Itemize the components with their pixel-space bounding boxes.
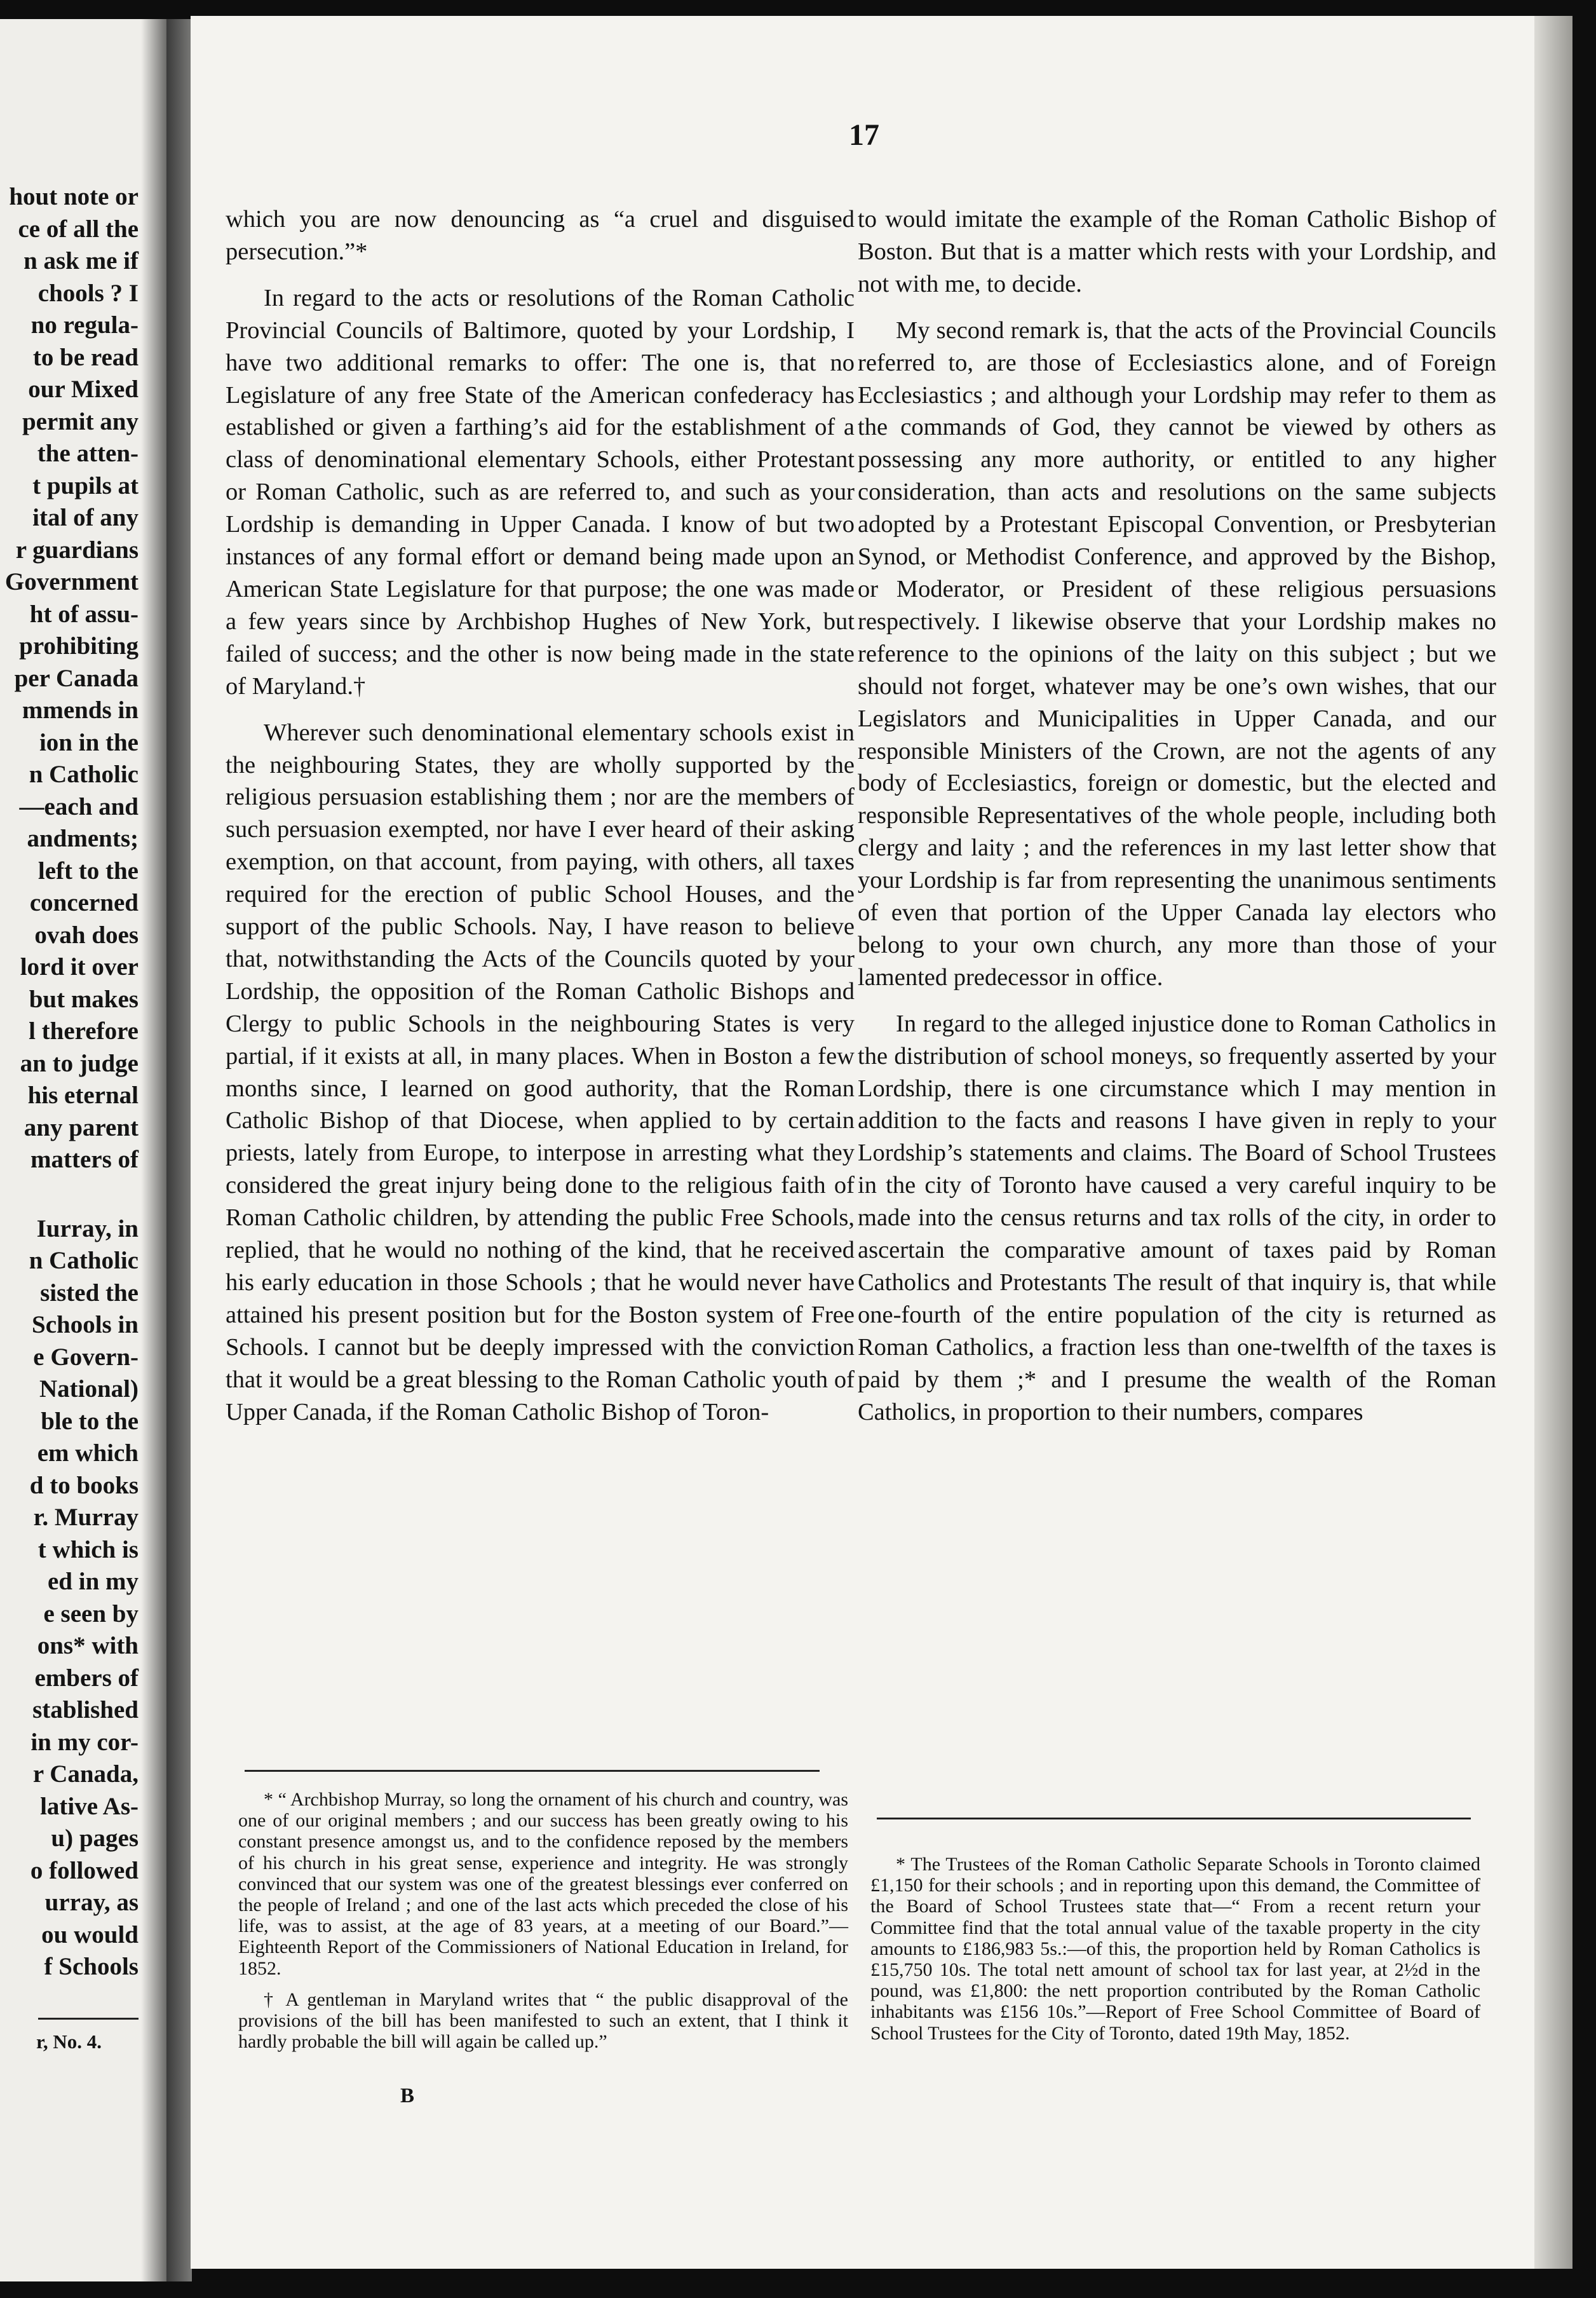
- page-edge: [1534, 16, 1572, 2269]
- signature-mark: B: [400, 2084, 415, 2107]
- facing-line: ion in the: [39, 728, 139, 756]
- facing-line: d to books: [29, 1471, 139, 1499]
- footnote: † A gentleman in Maryland writes that “ the public disapproval of the provisions of the bill has been manifested to such an extent, that I think it hardly probable the bill will again be called up.”: [238, 1989, 848, 2053]
- facing-line: ou would: [41, 1921, 139, 1948]
- facing-line: to be read: [32, 343, 139, 371]
- facing-line: ons* with: [37, 1632, 139, 1659]
- left-column: [226, 203, 855, 1429]
- facing-line: ble to the: [41, 1407, 139, 1435]
- book-spine: [166, 19, 192, 2281]
- footnotes-right: [870, 1854, 1480, 2044]
- footnote: * The Trustees of the Roman Catholic Separate Schools in Toronto claimed £1,150 for their schools ; and in reporting upon this demand, the Committee of the Board of School Trustees state that—“ From a recent return your Committee find that the total annual value of the taxable property in the city amounts to £186,983 5s.:—of this, the proportion held by Roman Catholics is £15,750 10s. The total nett amount of school tax for last year, at 2½d in the pound, was £1,800: the nett proportion contributed by the Roman Catholic inhabitants was £156 10s.”—Report of Free School Committee of Board of School Trustees for the City of Toronto, dated 19th May, 1852.: [870, 1854, 1480, 2044]
- main-page: [191, 16, 1534, 2269]
- facing-line: ovah does: [34, 921, 139, 949]
- facing-line: Schools in: [32, 1311, 139, 1338]
- facing-line: sisted the: [40, 1279, 139, 1307]
- facing-line: Government: [4, 568, 139, 595]
- facing-line: ed in my: [47, 1568, 139, 1595]
- facing-line: —each and: [19, 792, 139, 820]
- facing-line: lative As-: [40, 1792, 139, 1820]
- facing-line: andments;: [27, 825, 139, 852]
- page-number: 17: [849, 118, 879, 152]
- facing-line: l therefore: [29, 1017, 139, 1045]
- gutter-shadow: [141, 19, 166, 2281]
- paragraph: Wherever such denominational elementary schools exist in the neighbouring States, they are wholly supported by the religious persuasion establishing them ; nor are the members of such persuasion exempted, nor have I ever heard of their asking exemption, on that account, from paying, with others, all taxes required for the erection of public School Houses, and the support of the public Schools. Nay, I have reason to believe that, notwithstanding the Acts of the Councils quoted by your Lordship, the opposition of the Roman Catholic Bishops and Clergy to public Schools in the neighbouring States is very partial, if it exists at all, in many places. When in Boston a few months since, I learned on good authority, that the Roman Catholic Bishop of that Diocese, when applied to by certain priests, lately from Europe, to interpose in arresting what they considered the great injury being done to the religious faith of Roman Catholic children, by attending the public Free Schools, replied, that he would no nothing of the kind, that he received his early education in those Schools ; that he would never have attained his present position but for the Boston system of Free Schools. I cannot but be deeply impressed with the conviction that it would be a great blessing to the Roman Catholic youth of Upper Canada, if the Roman Catholic Bishop of Toron-: [226, 719, 855, 1425]
- facing-line: no regula-: [30, 311, 139, 339]
- facing-line: n Catholic: [29, 1247, 139, 1274]
- paragraph: to would imitate the example of the Roman Catholic Bishop of Boston. But that is a matter which rests with your Lordship, and not with me, to decide.: [858, 206, 1496, 297]
- facing-line: hout note or: [9, 183, 139, 210]
- footnote: * “ Archbishop Murray, so long the ornament of his church and country, was one of our original members ; and our success has been greatly owing to his constant presence amongst us, and to the confidence reposed by the members of his church in his great sense, experience and integrity. He was strongly convinced that our system was one of the greatest blessings ever conferred on the people of Ireland ; and one of the last acts which preceded the close of his life, was to assist, at the age of 83 years, at a meeting of our Board.”—Eighteenth Report of the Commissioners of National Education in Ireland, for 1852.: [238, 1789, 848, 1979]
- facing-line: mmends in: [22, 697, 139, 724]
- facing-footnote-fragment: r, No. 4.: [36, 2030, 102, 2053]
- facing-line: t pupils at: [32, 472, 139, 500]
- facing-page-text: [0, 181, 139, 1983]
- facing-line: permit any: [22, 407, 139, 435]
- facing-line: ce of all the: [18, 215, 139, 243]
- facing-line: r. Murray: [33, 1504, 139, 1531]
- facing-line: per Canada: [14, 664, 139, 692]
- facing-line: u) pages: [51, 1825, 139, 1852]
- facing-line: chools ? I: [37, 279, 139, 307]
- facing-line: concerned: [29, 889, 139, 916]
- facing-line: but makes: [29, 985, 139, 1013]
- right-column: [858, 203, 1496, 1429]
- footnote-rule-right: [877, 1818, 1471, 1819]
- facing-line: r guardians: [15, 536, 139, 564]
- facing-line: em which: [37, 1439, 139, 1467]
- facing-line: f Schools: [44, 1953, 139, 1980]
- facing-line: the atten-: [37, 440, 139, 467]
- facing-line: an to judge: [20, 1049, 139, 1077]
- facing-line: matters of: [30, 1146, 139, 1173]
- facing-line: left to the: [37, 857, 139, 885]
- facing-line: t which is: [37, 1535, 139, 1563]
- facing-line: ital of any: [32, 504, 139, 531]
- facing-line: National): [39, 1375, 139, 1403]
- facing-line: o followed: [30, 1856, 139, 1884]
- facing-line: his eternal: [27, 1082, 139, 1109]
- facing-line: Iurray, in: [36, 1214, 139, 1242]
- paragraph: which you are now denouncing as “a cruel and disguised persecution.”*: [226, 206, 855, 265]
- footnote-rule-left: [245, 1770, 820, 1772]
- facing-paragraph-gap: [0, 1176, 139, 1213]
- facing-footnote-rule: [38, 2018, 139, 2020]
- facing-line: embers of: [34, 1664, 139, 1692]
- paragraph: In regard to the acts or resolutions of the Roman Catholic Provincial Councils of Baltimore, quoted by your Lordship, I have two additional remarks to offer: The one is, that no Legislature of any free State of the American confederacy has established or given a farthing’s aid for the establishment of a class of denominational elementary Schools, either Protestant or Roman Catholic, such as are referred to, and such as your Lordship is demanding in Upper Canada. I know of but two instances of any formal effort or demand being made upon an American State Legislature for that purpose; the one was made a few years since by Archbishop Hughes of New York, but failed of success; and the other is now being made in the state of Maryland.†: [226, 284, 855, 700]
- facing-line: lord it over: [20, 953, 139, 981]
- facing-line: n ask me if: [24, 247, 139, 275]
- facing-line: r Canada,: [32, 1760, 139, 1788]
- facing-page-fragment: [0, 19, 166, 2281]
- facing-line: ht of assu-: [29, 600, 139, 628]
- paragraph: My second remark is, that the acts of the Provincial Councils referred to, are those of Ecclesiastics alone, and of Foreign Ecclesiastics ; and although your Lordship may refer to them as the commands of God, they cannot be viewed by others as possessing any more authority, or entitled to any higher consideration, than acts and resolutions on the same subjects adopted by a Protestant Episcopal Convention, or Presbyterian Synod, or Methodist Conference, and approved by the Bishop, or Moderator, or President of these religious persuasions respectively. I likewise observe that your Lordship makes no reference to the opinions of the laity on this subject ; but we should not forget, whatever may be one’s own wishes, that our Legislators and Municipalities in Upper Canada, and our responsible Ministers of the Crown, are not the agents of any body of Ecclesiastics, foreign or domestic, but the elected and responsible Representatives of the whole people, including both clergy and laity ; and the references in my last letter show that your Lordship is far from representing the unanimous sentiments of even that portion of the Upper Canada lay electors who belong to your own church, any more than those of your lamented predecessor in office.: [858, 316, 1496, 991]
- facing-line: our Mixed: [28, 376, 139, 403]
- facing-line: stablished: [32, 1696, 139, 1723]
- footnotes-left: [238, 1789, 848, 2052]
- paragraph: In regard to the alleged injustice done to Roman Catholics in the distribution of school moneys, so frequently asserted by your Lordship, there is one circumstance which I may mention in addition to the facts and reasons I have given in reply to your Lordship’s statements and claims. The Board of School Trustees in the city of Toronto have caused a very careful inquiry to be made into the census returns and tax rolls of the city, in order to ascertain the comparative amount of taxes paid by Roman Catholics and Protestants The result of that inquiry is, that while one-fourth of the entire population of the city is returned as Roman Catholics, a fraction less than one-twelfth of the taxes is paid by them ;* and I presume the wealth of the Roman Catholics, in proportion to their numbers, compares: [858, 1010, 1496, 1425]
- scan-border: [0, 2281, 1596, 2298]
- facing-line: prohibiting: [19, 632, 139, 660]
- facing-line: e Govern-: [33, 1343, 139, 1371]
- facing-line: e seen by: [43, 1600, 139, 1628]
- facing-line: urray, as: [44, 1889, 139, 1916]
- facing-line: n Catholic: [29, 761, 139, 788]
- facing-line: in my cor-: [30, 1728, 139, 1756]
- facing-line: any parent: [24, 1113, 139, 1141]
